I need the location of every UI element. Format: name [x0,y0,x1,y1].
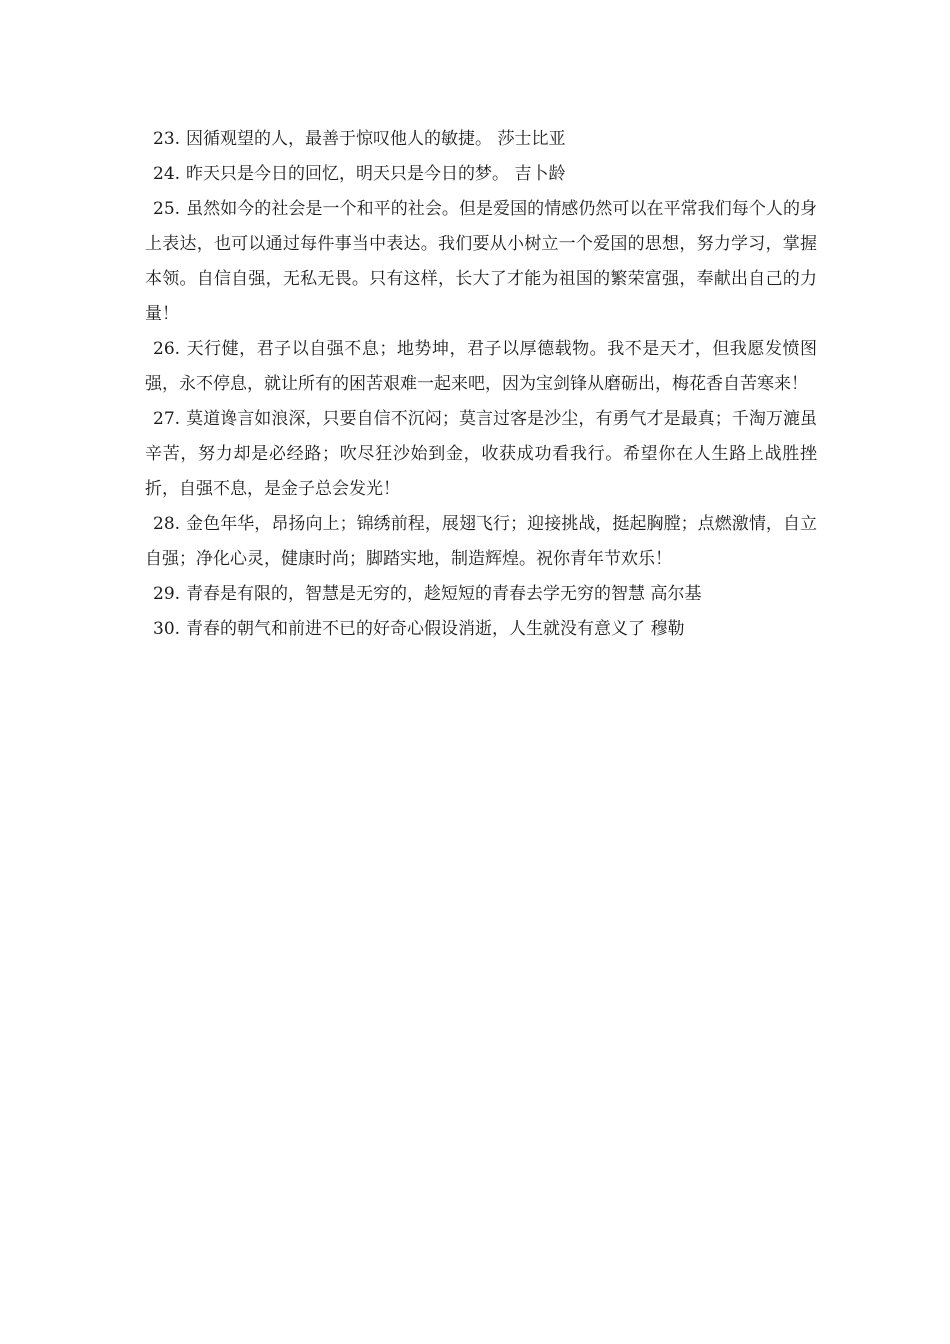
item-number: 27. [153,409,181,429]
item-text: 莫道谗言如浪深，只要自信不沉闷；莫言过客是沙尘，有勇气才是最真；千淘万漉虽辛苦，努力却是必经路；吹尽狂沙始到金，收获成功看我行。希望你在人生路上战胜挫折，自强不息，是金子总会发光！ [145,409,817,499]
item-text: 青春的朝气和前进不已的好奇心假设消逝，人生就没有意义了 穆勒 [186,619,685,639]
item-number: 30. [153,619,181,639]
item-text: 天行健，君子以自强不息；地势坤，君子以厚德载物。我不是天才，但我愿发愤图强，永不停息，就让所有的困苦艰难一起来吧，因为宝剑锋从磨砺出，梅花香自苦寒来！ [145,339,817,394]
item-text: 青春是有限的，智慧是无穷的，趁短短的青春去学无穷的智慧 高尔基 [186,584,702,604]
list-item [145,122,817,157]
list-item [145,192,817,332]
item-text: 因循观望的人，最善于惊叹他人的敏捷。 莎士比亚 [186,129,566,149]
list-item [145,612,817,647]
item-text: 昨天只是今日的回忆，明天只是今日的梦。 吉卜龄 [186,164,566,184]
item-number: 25. [153,199,181,219]
quote-list [145,122,817,647]
list-item [145,577,817,612]
list-item [145,157,817,192]
item-number: 26. [153,339,181,359]
item-text: 金色年华，昂扬向上；锦绣前程，展翅飞行；迎接挑战，挺起胸膛；点燃激情，自立自强；净化心灵，健康时尚；脚踏实地，制造辉煌。祝你青年节欢乐！ [145,514,817,569]
item-number: 24. [153,164,181,184]
item-number: 29. [153,584,181,604]
list-item [145,507,817,577]
item-text: 虽然如今的社会是一个和平的社会。但是爱国的情感仍然可以在平常我们每个人的身上表达，也可以通过每件事当中表达。我们要从小树立一个爱国的思想，努力学习，掌握本领。自信自强，无私无畏。只有这样，长大了才能为祖国的繁荣富强，奉献出自己的力量！ [145,199,817,324]
item-number: 28. [153,514,181,534]
item-number: 23. [153,129,181,149]
list-item [145,332,817,402]
list-item [145,402,817,507]
